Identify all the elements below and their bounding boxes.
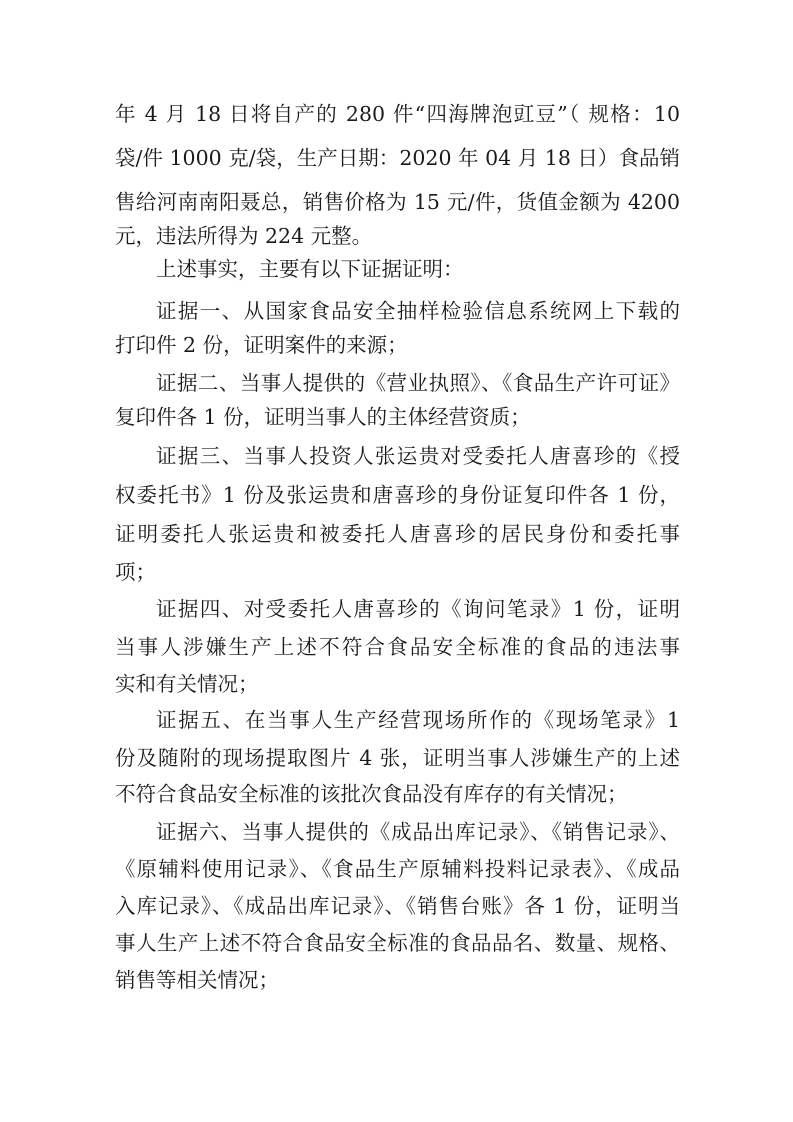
text-line: 权委托书》1 份及张运贵和唐喜珍的身份证复印件各 1 份，: [115, 483, 680, 507]
text-line: 实和有关情况；: [115, 672, 259, 696]
text-line: 复印件各 1 份，证明当事人的主体经营资质；: [115, 405, 531, 429]
text-line: 上述事实，主要有以下证据证明：: [156, 257, 464, 281]
text-line: 证据二、当事人提供的《营业执照》、《食品生产许可证》: [156, 371, 680, 395]
text-line: 证据五、在当事人生产经营现场所作的《现场笔录》1: [156, 708, 680, 732]
text-line: 证据四、对受委托人唐喜珍的《询问笔录》1 份，证明: [156, 597, 680, 621]
text-line: 入库记录》、《成品出库记录》、《销售台账》各 1 份，证明当: [115, 894, 680, 918]
text-line: 不符合食品安全标准的该批次食品没有库存的有关情况；: [115, 782, 628, 806]
text-line: 袋/件 1000 克/袋，生产日期：2020 年 04 月 18 日）食品销: [115, 146, 680, 170]
text-line: 项；: [115, 560, 156, 584]
text-line: 销售等相关情况；: [115, 968, 279, 992]
text-line: 证明委托人张运贵和被委托人唐喜珍的居民身份和委托事: [115, 522, 680, 546]
text-line: 当事人涉嫌生产上述不符合食品安全标准的食品的违法事: [115, 635, 680, 659]
text-line: 《原辅料使用记录》、《食品生产原辅料投料记录表》、《成品: [115, 857, 680, 881]
text-line: 证据三、当事人投资人张运贵对受委托人唐喜珍的《授: [156, 444, 680, 468]
text-line: 售给河南南阳聂总，销售价格为 15 元/件，货值金额为 4200: [115, 190, 680, 214]
text-line: 证据六、当事人提供的《成品出库记录》、《销售记录》、: [156, 820, 680, 844]
text-line: 年 4 月 18 日将自产的 280 件“四海牌泡豇豆”（ 规格：10: [115, 102, 680, 126]
text-line: 打印件 2 份，证明案件的来源；: [115, 333, 408, 357]
text-line: 份及随附的现场提取图片 4 张，证明当事人涉嫌生产的上述: [115, 746, 680, 770]
text-line: 元，违法所得为 224 元整。: [115, 224, 373, 248]
text-line: 证据一、从国家食品安全抽样检验信息系统网上下载的: [156, 299, 680, 323]
text-line: 事人生产上述不符合食品安全标准的食品品名、数量、规格、: [115, 931, 680, 955]
